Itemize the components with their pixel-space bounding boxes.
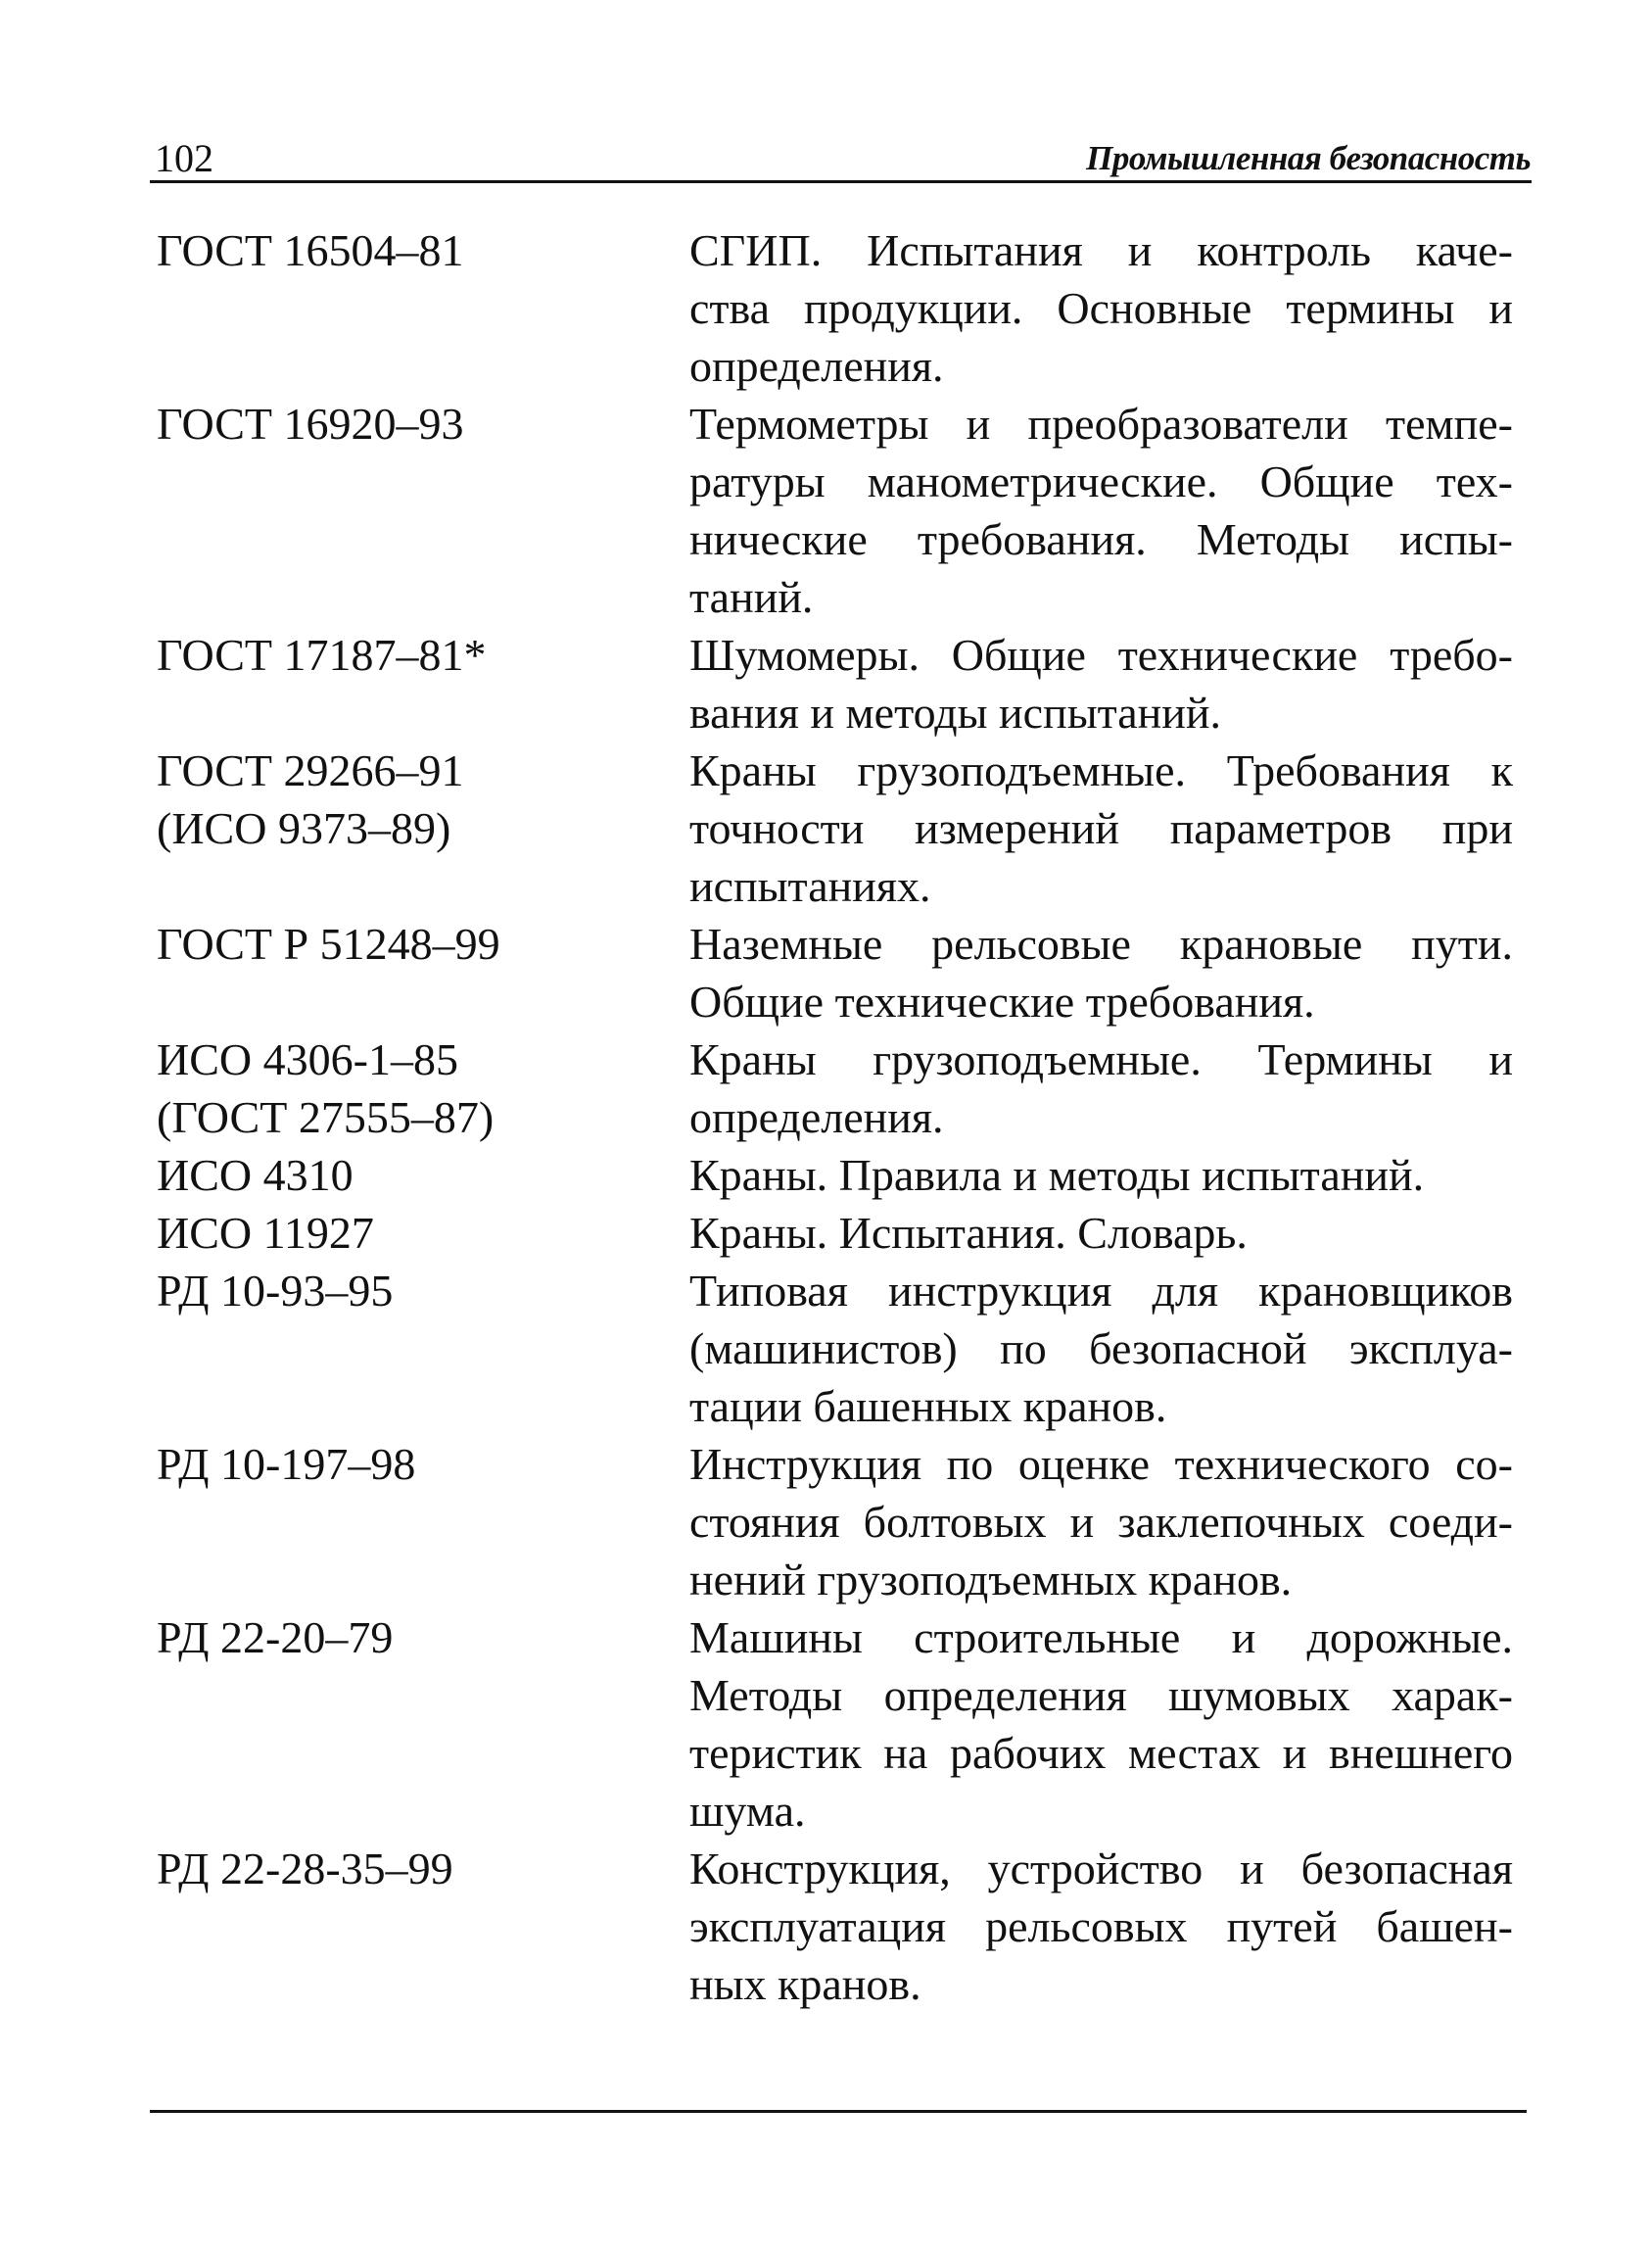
description-line: Краны. Испытания. Словарь.	[689, 1208, 1248, 1258]
description-line: теристик на рабочих местах и внешнего	[689, 1728, 1513, 1778]
description-line: Инструкция по оценке технического со-	[689, 1439, 1513, 1489]
description-line: таний.	[689, 572, 814, 622]
standard-code	[157, 395, 689, 626]
description-line: ства продукции. Основные термины и	[689, 283, 1513, 333]
standard-code-line: (ИСО 9373–89)	[157, 803, 451, 853]
standard-code	[157, 1262, 689, 1435]
standard-entry	[157, 1840, 1513, 2013]
description-line: Методы определения шумовых харак-	[689, 1670, 1513, 1720]
description-line: точности измерений параметров при	[689, 803, 1513, 853]
description-line: Краны. Правила и методы испытаний.	[689, 1150, 1425, 1200]
standard-description	[689, 1608, 1513, 1840]
description-line: определения.	[689, 341, 944, 391]
standard-description	[689, 1030, 1513, 1146]
standard-entry	[157, 915, 1513, 1030]
standard-code-line: ГОСТ 16504–81	[157, 225, 464, 275]
description-line: вания и методы испытаний.	[689, 688, 1222, 738]
standard-description	[689, 395, 1513, 626]
standards-list	[157, 221, 1513, 2013]
standard-description	[689, 221, 1513, 395]
standard-code	[157, 1435, 689, 1608]
description-line: СГИП. Испытания и контроль каче-	[689, 225, 1513, 275]
standard-entry	[157, 1608, 1513, 1840]
description-line: Краны грузоподъемные. Термины и	[689, 1034, 1513, 1084]
standard-code	[157, 1146, 689, 1204]
standard-entry	[157, 742, 1513, 915]
standard-code-line: ИСО 4310	[157, 1150, 354, 1200]
standard-code-line: ГОСТ 16920–93	[157, 399, 464, 449]
description-line: стояния болтовых и заклепочных соеди-	[689, 1497, 1513, 1547]
running-title: Промышленная безопасность	[1086, 139, 1531, 177]
description-line: Краны грузоподъемные. Требования к	[689, 745, 1513, 795]
standard-entry	[157, 1204, 1513, 1262]
standard-entry	[157, 1030, 1513, 1146]
standard-description	[689, 1204, 1513, 1262]
description-line: Типовая инструкция для крановщиков	[689, 1266, 1513, 1316]
standard-code	[157, 1030, 689, 1146]
standard-code-line: ГОСТ 29266–91	[157, 745, 464, 795]
standard-description	[689, 915, 1513, 1030]
description-line: определения.	[689, 1092, 944, 1142]
description-line: тации башенных кранов.	[689, 1381, 1167, 1431]
standard-code-line: РД 10-197–98	[157, 1439, 416, 1489]
standard-code	[157, 742, 689, 915]
standard-code-line: ГОСТ Р 51248–99	[157, 919, 500, 969]
standard-code	[157, 1204, 689, 1262]
description-line: нические требования. Методы испы-	[689, 514, 1513, 564]
footer-rule	[150, 2110, 1527, 2113]
standard-entry	[157, 221, 1513, 395]
standard-entry	[157, 1146, 1513, 1204]
standard-description	[689, 626, 1513, 742]
standard-entry	[157, 626, 1513, 742]
standard-code-line: ИСО 4306-1–85	[157, 1034, 458, 1084]
description-line: Наземные рельсовые крановые пути.	[689, 919, 1513, 969]
description-line: ратуры манометрические. Общие тех-	[689, 456, 1513, 506]
standard-code-line: РД 22-20–79	[157, 1612, 394, 1662]
header-rule	[150, 180, 1532, 183]
description-line: испытаниях.	[689, 861, 931, 911]
standard-code-line: (ГОСТ 27555–87)	[157, 1092, 495, 1142]
standard-code	[157, 915, 689, 1030]
standard-code-line: РД 22-28-35–99	[157, 1843, 453, 1893]
description-line: Шумомеры. Общие технические требо-	[689, 630, 1513, 680]
standard-description	[689, 1435, 1513, 1608]
standard-description	[689, 1146, 1513, 1204]
standard-code	[157, 1840, 689, 2013]
standard-entry	[157, 395, 1513, 626]
standard-code-line: ИСО 11927	[157, 1208, 374, 1258]
standard-code-line: РД 10-93–95	[157, 1266, 394, 1316]
description-line: шума.	[689, 1786, 806, 1836]
description-line: (машинистов) по безопасной эксплуа-	[689, 1323, 1513, 1373]
standard-entry	[157, 1435, 1513, 1608]
standard-code-line: ГОСТ 17187–81*	[157, 630, 487, 680]
standard-code	[157, 221, 689, 395]
description-line: эксплуатация рельсовых путей башен-	[689, 1901, 1513, 1951]
standard-code	[157, 1608, 689, 1840]
standard-code	[157, 626, 689, 742]
description-line: Термометры и преобразователи темпе-	[689, 399, 1513, 449]
description-line: ных кранов.	[689, 1959, 921, 2009]
description-line: Машины строительные и дорожные.	[689, 1612, 1513, 1662]
standard-description	[689, 1840, 1513, 2013]
description-line: Общие технические требования.	[689, 977, 1315, 1027]
standard-entry	[157, 1262, 1513, 1435]
standard-description	[689, 742, 1513, 915]
description-line: Конструкция, устройство и безопасная	[689, 1843, 1513, 1893]
description-line: нений грузоподъемных кранов.	[689, 1555, 1293, 1604]
standard-description	[689, 1262, 1513, 1435]
page-number: 102	[155, 136, 213, 180]
